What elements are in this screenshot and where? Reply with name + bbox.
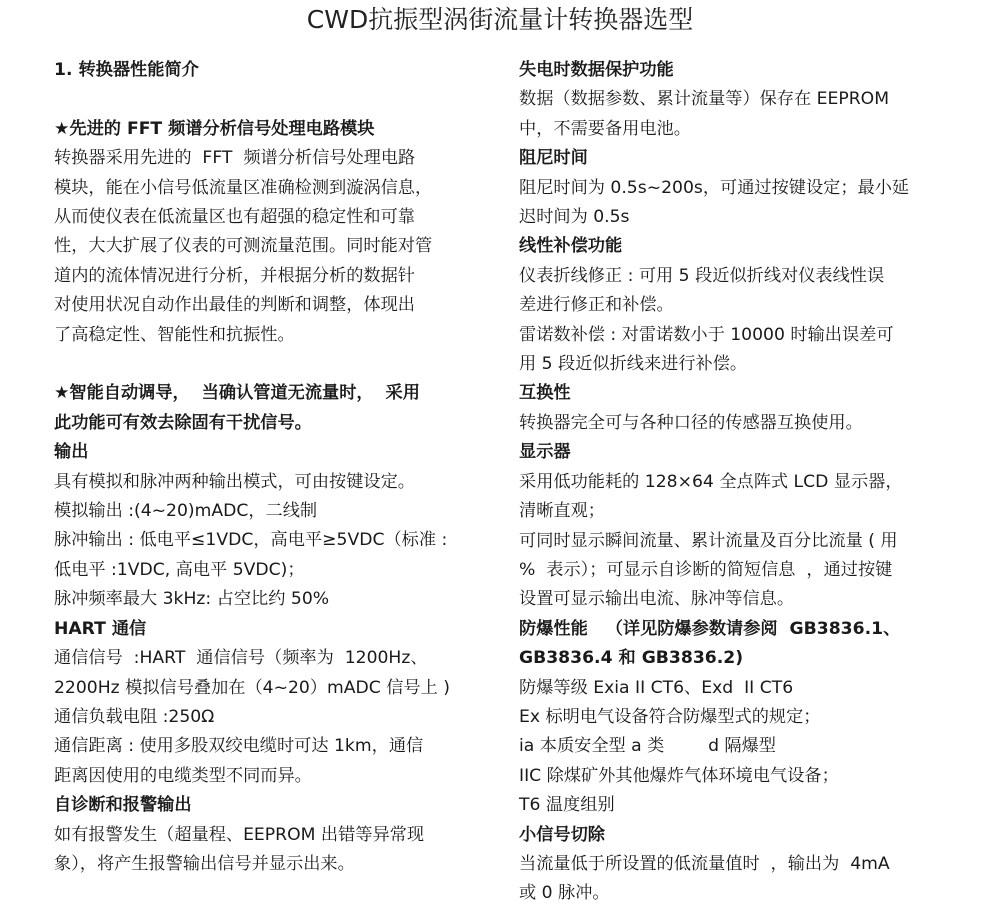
fft-line: 道内的流体情况进行分析，并根据分析的数据针 xyxy=(54,265,415,286)
explosion-proof-line: T6 温度组别 xyxy=(519,795,615,816)
explosion-proof-line: IIC 除煤矿外其他爆炸气体环境电气设备； xyxy=(519,765,839,786)
output-heading: 输出 xyxy=(54,442,89,463)
hart-line: 距离因使用的电缆类型不同而异。 xyxy=(54,765,312,786)
diagnostics-line: 如有报警发生（超量程、EEPROM 出错等异常现 xyxy=(54,824,425,845)
right-column xyxy=(519,56,955,909)
auto-tune-line: 此功能可有效去除固有干扰信号。 xyxy=(54,412,312,433)
linear-comp-line: 仪表折线修正 : 可用 5 段近似折线对仪表线性误 xyxy=(519,265,885,286)
linear-comp-line: 用 5 段近似折线来进行补偿。 xyxy=(519,354,748,375)
output-line: 脉冲频率最大 3kHz: 占空比约 50% xyxy=(54,589,330,610)
display-line: 设置可显示输出电流、脉冲等信息。 xyxy=(519,589,795,610)
hart-line: 通信信号 :HART 通信信号（频率为 1200Hz、 xyxy=(54,648,428,669)
power-loss-line: 中，不需要备用电池。 xyxy=(519,118,691,139)
small-signal-cutoff-line: 当流量低于所设置的低流量值时 ，输出为 4mA xyxy=(519,853,890,874)
spacer xyxy=(54,350,490,379)
damping-line: 迟时间为 0.5s xyxy=(519,207,630,228)
fft-line: 对使用状况自动作出最佳的判断和调整，体现出 xyxy=(54,295,415,316)
damping-heading: 阻尼时间 xyxy=(519,148,588,169)
small-signal-cutoff-line: 或 0 脉冲。 xyxy=(519,883,610,904)
small-signal-cutoff-heading: 小信号切除 xyxy=(519,824,605,845)
linear-comp-line: 雷诺数补偿 : 对雷诺数小于 10000 时输出误差可 xyxy=(519,324,894,345)
output-line: 具有模拟和脉冲两种输出模式，可由按键设定。 xyxy=(54,471,415,492)
spacer xyxy=(54,85,490,114)
page-title: CWD抗振型涡街流量计转换器选型 xyxy=(306,5,694,34)
diagnostics-line: 象），将产生报警输出信号并显示出来。 xyxy=(54,853,355,874)
power-loss-line: 数据（数据参数、累计流量等）保存在 EEPROM xyxy=(519,89,890,110)
damping-line: 阻尼时间为 0.5s~200s，可通过按键设定；最小延 xyxy=(519,177,910,198)
explosion-proof-heading: GB3836.4 和 GB3836.2) xyxy=(519,648,744,669)
power-loss-heading: 失电时数据保护功能 xyxy=(519,60,674,80)
display-line: 采用低功能耗的 128×64 全点阵式 LCD 显示器， xyxy=(519,471,903,492)
diagnostics-heading: 自诊断和报警输出 xyxy=(54,795,192,816)
display-line: 可同时显示瞬间流量、累计流量及百分比流量 ( 用 xyxy=(519,530,898,551)
fft-heading: ★先进的 FFT 频谱分析信号处理电路模块 xyxy=(54,118,375,139)
display-line: 清晰直观； xyxy=(519,501,605,522)
output-line: 脉冲输出 : 低电平≤1VDC，高电平≥5VDC（标准 : xyxy=(54,530,448,551)
fft-line: 模块，能在小信号低流量区准确检测到漩涡信息， xyxy=(54,177,433,198)
auto-tune-line: ★智能自动调导， 当确认管道无流量时， 采用 xyxy=(54,383,420,404)
output-line: 模拟输出 :(4~20)mADC，二线制 xyxy=(54,501,318,522)
linear-comp-heading: 线性补偿功能 xyxy=(519,236,623,257)
hart-line: 通信距离 : 使用多股双绞电缆时可达 1km，通信 xyxy=(54,736,424,757)
linear-comp-line: 差进行修正和补偿。 xyxy=(519,295,674,316)
display-heading: 显示器 xyxy=(519,442,571,463)
fft-line: 从而使仪表在低流量区也有超强的稳定性和可靠 xyxy=(54,207,415,228)
explosion-proof-heading: 防爆性能 （详见防爆参数请参阅 GB3836.1、 xyxy=(519,618,901,639)
explosion-proof-line: Ex 标明电气设备符合防爆型式的规定； xyxy=(519,706,821,727)
section-heading: 1. 转换器性能简介 xyxy=(54,60,199,80)
hart-heading: HART 通信 xyxy=(54,618,147,639)
left-column xyxy=(54,56,490,879)
interchange-line: 转换器完全可与各种口径的传感器互换使用。 xyxy=(519,412,863,433)
output-line: 低电平 :1VDC, 高电平 5VDC)； xyxy=(54,559,305,580)
interchange-heading: 互换性 xyxy=(519,383,571,404)
fft-line: 了高稳定性、智能性和抗振性。 xyxy=(54,324,295,345)
explosion-proof-line: ia 本质安全型 a 类 d 隔爆型 xyxy=(519,736,776,757)
hart-line: 2200Hz 模拟信号叠加在（4~20）mADC 信号上 ) xyxy=(54,677,450,698)
hart-line: 通信负载电阻 :250Ω xyxy=(54,706,215,727)
fft-line: 转换器采用先进的 FFT 频谱分析信号处理电路 xyxy=(54,148,416,169)
display-line: % 表示）；可显示自诊断的简短信息 ，通过按键 xyxy=(519,559,893,580)
explosion-proof-line: 防爆等级 Exia II CT6、Exd II CT6 xyxy=(519,677,794,698)
fft-line: 性，大大扩展了仪表的可测流量范围。同时能对管 xyxy=(54,236,433,257)
